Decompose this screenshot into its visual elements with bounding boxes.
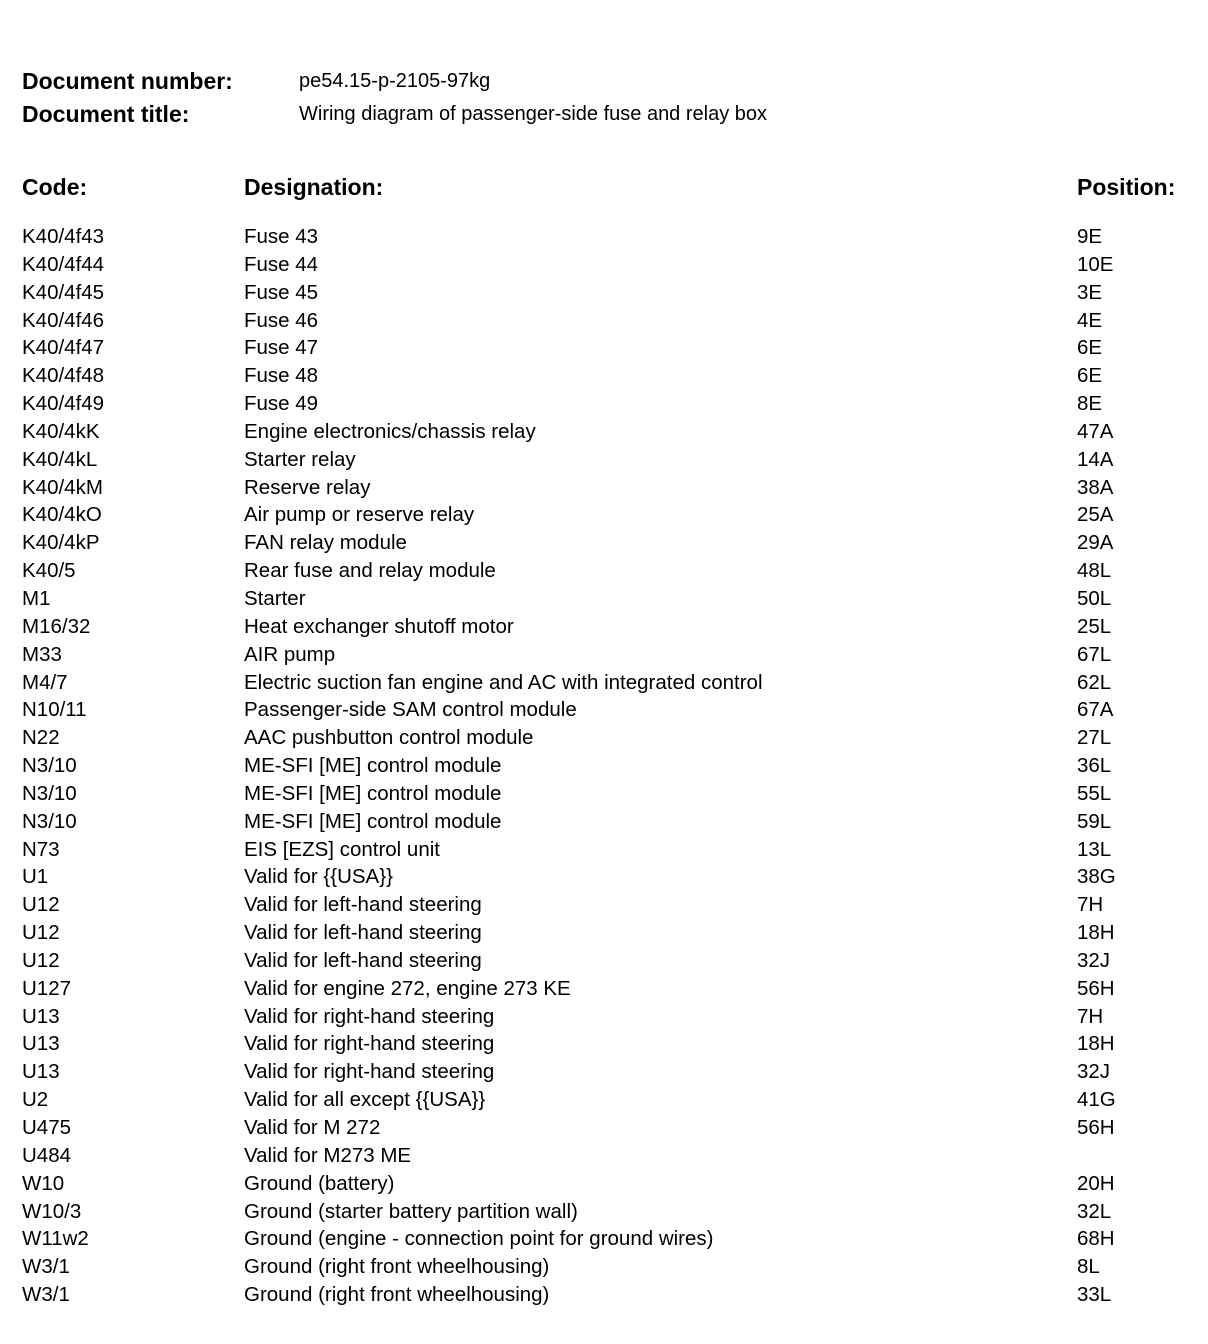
cell-code: K40/4f43 [22, 225, 105, 248]
cell-position: 50L [1077, 586, 1112, 610]
table-row [0, 669, 1208, 697]
cell-code: U475 [22, 1116, 72, 1139]
table-row [0, 836, 1208, 864]
component-table [0, 223, 1208, 1309]
column-header-code: Code: [22, 174, 88, 200]
table-row [0, 808, 1208, 836]
cell-designation: Engine electronics/chassis relay [244, 419, 536, 443]
table-row [0, 696, 1208, 724]
cell-code: U1 [22, 865, 49, 889]
table-row [0, 919, 1208, 947]
cell-designation: Fuse 46 [244, 308, 319, 332]
cell-position: 67A [1077, 698, 1114, 722]
cell-designation: Air pump or reserve relay [244, 503, 475, 527]
column-header-position: Position: [1077, 174, 1176, 200]
cell-designation: Valid for right-hand steering [244, 1004, 495, 1028]
table-row [0, 724, 1208, 752]
cell-code: U12 [22, 893, 60, 917]
cell-position: 32J [1077, 1060, 1111, 1084]
cell-code: U12 [22, 948, 60, 972]
cell-code: K40/4f48 [22, 364, 105, 388]
cell-designation: ME-SFI [ME] control module [244, 754, 502, 778]
cell-position: 14A [1077, 447, 1114, 471]
cell-code: N3/10 [22, 781, 77, 805]
cell-position: 10E [1077, 252, 1114, 276]
table-row [0, 529, 1208, 557]
table-row [0, 780, 1208, 808]
cell-designation: AIR pump [244, 642, 336, 666]
cell-code: K40/4f47 [22, 336, 105, 360]
cell-code: N22 [22, 726, 60, 750]
table-row [0, 1086, 1208, 1114]
cell-position: 56H [1077, 976, 1115, 1000]
cell-designation: Ground (engine - connection point for ground wires) [244, 1227, 714, 1251]
cell-code: K40/4f45 [22, 280, 105, 304]
cell-code: U13 [22, 1032, 60, 1056]
cell-position: 3E [1077, 280, 1103, 304]
cell-code: K40/4f44 [22, 252, 105, 276]
table-row [0, 613, 1208, 641]
cell-code: U12 [22, 921, 60, 945]
table-row [0, 1030, 1208, 1058]
cell-code: U484 [22, 1143, 72, 1167]
cell-designation: FAN relay module [244, 531, 407, 555]
table-row [0, 641, 1208, 669]
cell-designation: Valid for left-hand steering [244, 948, 482, 972]
document-number-value: pe54.15-p-2105-97kg [299, 70, 491, 92]
table-row [0, 1225, 1208, 1253]
cell-designation: Valid for {{USA}} [244, 865, 393, 889]
cell-designation: Fuse 47 [244, 336, 319, 360]
cell-code: K40/4kK [22, 419, 100, 443]
cell-position: 48L [1077, 559, 1112, 583]
table-row [0, 1003, 1208, 1031]
cell-position: 38A [1077, 475, 1114, 499]
cell-designation: Fuse 44 [244, 252, 319, 276]
cell-position: 13L [1077, 837, 1112, 861]
cell-code: W3/1 [22, 1283, 70, 1307]
table-row [0, 1170, 1208, 1198]
cell-code: K40/4f49 [22, 392, 105, 416]
table-row [0, 585, 1208, 613]
table-row [0, 418, 1208, 446]
table-row [0, 1253, 1208, 1281]
cell-position: 20H [1077, 1171, 1115, 1195]
cell-code: U13 [22, 1004, 60, 1028]
table-row [0, 251, 1208, 279]
cell-code: U2 [22, 1088, 49, 1112]
cell-position: 6E [1077, 336, 1103, 360]
cell-code: W10/3 [22, 1199, 82, 1223]
cell-designation: Valid for M273 ME [244, 1143, 412, 1167]
table-row [0, 891, 1208, 919]
document-title-row [22, 100, 767, 128]
cell-designation: Fuse 48 [244, 364, 319, 388]
document-title-value: Wiring diagram of passenger-side fuse and relay box [299, 103, 768, 125]
cell-position: 4E [1077, 308, 1103, 332]
table-row [0, 975, 1208, 1003]
cell-position: 27L [1077, 726, 1112, 750]
cell-position: 59L [1077, 809, 1112, 833]
table-row [0, 1058, 1208, 1086]
cell-designation: Valid for left-hand steering [244, 893, 482, 917]
cell-position: 67L [1077, 642, 1112, 666]
cell-position: 18H [1077, 1032, 1115, 1056]
table-row [0, 307, 1208, 335]
cell-code: K40/4kP [22, 531, 100, 555]
cell-code: W10 [22, 1171, 65, 1195]
cell-position: 32J [1077, 948, 1111, 972]
cell-position: 62L [1077, 670, 1112, 694]
cell-position: 55L [1077, 781, 1112, 805]
cell-designation: Valid for right-hand steering [244, 1032, 495, 1056]
document-title-label: Document title: [22, 101, 190, 127]
cell-code: M4/7 [22, 670, 68, 694]
cell-designation: Heat exchanger shutoff motor [244, 614, 514, 638]
cell-designation: Rear fuse and relay module [244, 559, 496, 583]
cell-position: 6E [1077, 364, 1103, 388]
cell-code: N10/11 [22, 698, 87, 722]
cell-code: U13 [22, 1060, 60, 1084]
cell-position: 9E [1077, 225, 1103, 248]
cell-position: 41G [1077, 1088, 1116, 1112]
cell-code: M1 [22, 586, 51, 610]
cell-code: K40/4f46 [22, 308, 105, 332]
cell-designation: ME-SFI [ME] control module [244, 809, 502, 833]
cell-designation: Starter [244, 586, 306, 610]
column-header-designation: Designation: [244, 174, 384, 200]
cell-designation: Fuse 49 [244, 392, 319, 416]
cell-position: 56H [1077, 1116, 1115, 1139]
cell-designation: Valid for right-hand steering [244, 1060, 495, 1084]
cell-position: 25L [1077, 614, 1112, 638]
cell-code: N3/10 [22, 754, 77, 778]
cell-position: 36L [1077, 754, 1112, 778]
table-row [0, 501, 1208, 529]
cell-code: K40/5 [22, 559, 76, 583]
document-number-label: Document number: [22, 68, 233, 94]
table-row [0, 223, 1208, 251]
cell-position: 8E [1077, 392, 1103, 416]
cell-code: K40/4kL [22, 447, 98, 471]
cell-position: 7H [1077, 1004, 1104, 1028]
cell-designation: Ground (right front wheelhousing) [244, 1255, 550, 1279]
document-number-row [22, 67, 490, 95]
cell-code: U127 [22, 976, 72, 1000]
table-row [0, 863, 1208, 891]
cell-position: 47A [1077, 419, 1114, 443]
cell-designation: Electric suction fan engine and AC with integrated control [244, 670, 763, 694]
cell-designation: Reserve relay [244, 475, 371, 499]
cell-designation: Starter relay [244, 447, 356, 471]
cell-code: K40/4kM [22, 475, 103, 499]
cell-position: 29A [1077, 531, 1114, 555]
cell-designation: Fuse 43 [244, 225, 319, 248]
cell-designation: Ground (starter battery partition wall) [244, 1199, 578, 1223]
table-row [0, 1142, 1208, 1170]
cell-designation: Valid for left-hand steering [244, 921, 482, 945]
table-row [0, 1114, 1208, 1142]
cell-position: 32L [1077, 1199, 1112, 1223]
cell-designation: Fuse 45 [244, 280, 319, 304]
table-row [0, 390, 1208, 418]
table-row [0, 362, 1208, 390]
cell-code: M33 [22, 642, 62, 666]
cell-designation: Valid for all except {{USA}} [244, 1088, 486, 1112]
table-row [0, 947, 1208, 975]
cell-position: 25A [1077, 503, 1114, 527]
cell-code: N73 [22, 837, 60, 861]
cell-designation: EIS [EZS] control unit [244, 837, 440, 861]
cell-designation: Ground (right front wheelhousing) [244, 1283, 550, 1307]
table-row [0, 752, 1208, 780]
cell-code: W3/1 [22, 1255, 70, 1279]
cell-code: M16/32 [22, 614, 91, 638]
cell-position: 33L [1077, 1283, 1112, 1307]
cell-position: 7H [1077, 893, 1104, 917]
table-row [0, 474, 1208, 502]
cell-designation: AAC pushbutton control module [244, 726, 534, 750]
cell-position: 68H [1077, 1227, 1115, 1251]
cell-designation: Valid for M 272 [244, 1116, 381, 1139]
cell-designation: Ground (battery) [244, 1171, 395, 1195]
table-row [0, 279, 1208, 307]
cell-position: 38G [1077, 865, 1116, 889]
table-row [0, 1281, 1208, 1309]
table-row [0, 1198, 1208, 1226]
table-row [0, 557, 1208, 585]
cell-position: 18H [1077, 921, 1115, 945]
cell-code: W11w2 [22, 1227, 89, 1251]
cell-designation: ME-SFI [ME] control module [244, 781, 502, 805]
table-row [0, 446, 1208, 474]
cell-code: K40/4kO [22, 503, 102, 527]
cell-designation: Valid for engine 272, engine 273 KE [244, 976, 571, 1000]
cell-code: N3/10 [22, 809, 77, 833]
cell-position: 8L [1077, 1255, 1100, 1279]
cell-designation: Passenger-side SAM control module [244, 698, 577, 722]
table-row [0, 334, 1208, 362]
